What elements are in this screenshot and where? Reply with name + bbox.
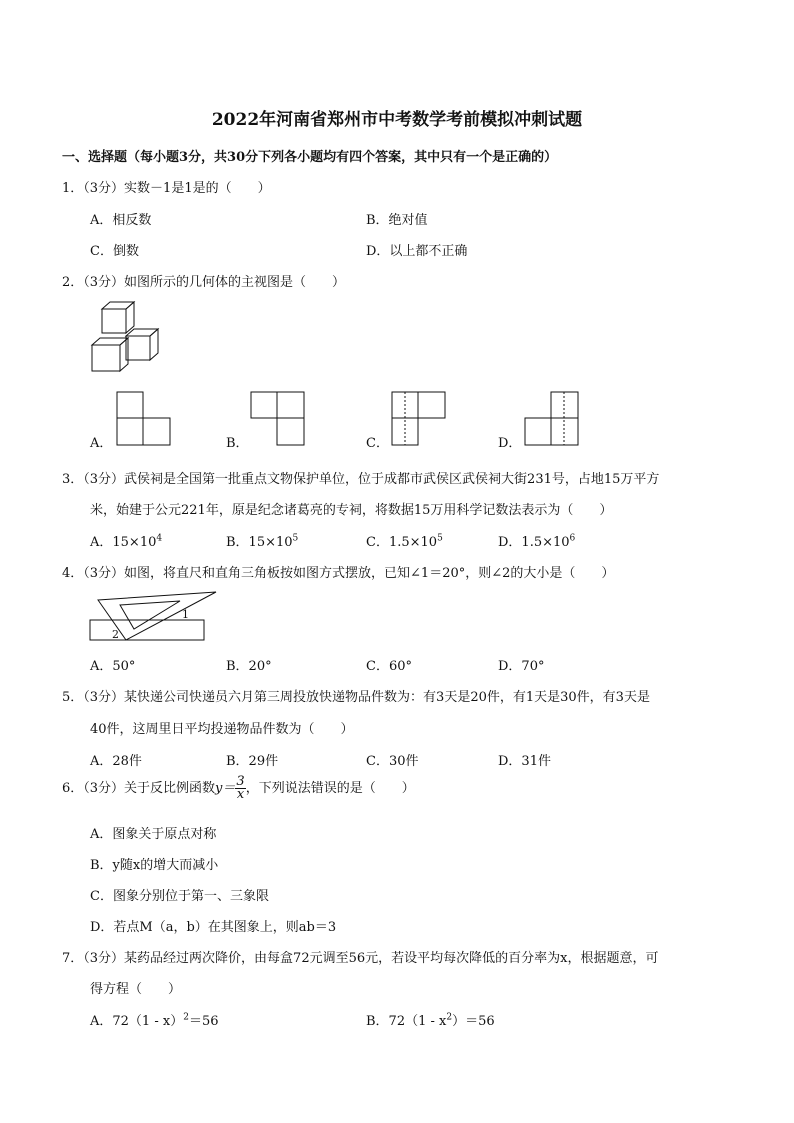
- question-1-option-a: A．相反数: [90, 213, 152, 228]
- question-1-option-c: C．倒数: [90, 244, 139, 259]
- triangle-inner: [120, 601, 180, 629]
- question-7-stem-line1: 7．（3分）某药品经过两次降价，由每盒72元调至56元，若设平均每次降低的百分率为x，根据题意，可: [62, 951, 659, 966]
- question-3-stem-line1: 3．（3分）武侯祠是全国第一批重点文物保护单位，位于成都市武侯区武侯祠大街231号，占地15万平方: [62, 472, 660, 487]
- question-4-option-d: D．70°: [498, 659, 545, 674]
- question-2-option-a: A．: [90, 436, 113, 451]
- question-5-option-a: A．28件: [90, 754, 142, 769]
- cubes-solid-figure: [88, 300, 168, 375]
- ruler-shape: [90, 620, 204, 640]
- question-3-stem-line2: 米，始建于公元221年，原是纪念诸葛亮的专祠，将数据15万用科学记数法表示为（ ）: [90, 503, 613, 518]
- option-d-figure: [524, 391, 580, 447]
- question-5-stem-line1: 5．（3分）某快递公司快递员六月第三周投放快递物品件数为：有3天是20件，有1天是30件，有3天是: [62, 690, 650, 705]
- fraction-3-over-x: $\frac{3}{x}$: [236, 774, 245, 802]
- question-2-option-c: C．: [366, 436, 389, 451]
- question-3-option-c: C．$1.5\times 10^5$: [366, 533, 443, 550]
- question-1-option-b: B．绝对值: [366, 213, 428, 228]
- question-7-option-b: B．$72(1 - x^2)=56$: [366, 1012, 495, 1029]
- question-7-option-a: A．72（1 - x）$^2$＝56: [90, 1012, 219, 1029]
- question-1-stem: 1．（3分）实数－1是1是的（ ）: [62, 181, 271, 196]
- question-5-option-d: D．31件: [498, 754, 551, 769]
- question-4-stem: 4．（3分）如图，将直尺和直角三角板按如图方式摆放，已知∠1＝20°，则∠2的大小是（ ）: [62, 566, 615, 581]
- option-a-figure: [116, 391, 172, 447]
- question-2-stem: 2．（3分）如图所示的几何体的主视图是（ ）: [62, 275, 346, 290]
- angle-2-label: 2: [112, 628, 119, 641]
- question-6-option-b: B．y随x的增大而减小: [90, 858, 219, 873]
- question-2-option-d: D．: [498, 436, 522, 451]
- question-4-option-c: C．60°: [366, 659, 412, 674]
- question-4-option-b: B．20°: [226, 659, 272, 674]
- question-3-option-b: B．$15\times 10^5$: [226, 533, 299, 550]
- ruler-triangle-figure: [88, 588, 218, 648]
- section-heading: 一、选择题（每小题3分，共30分下列各小题均有四个答案，其中只有一个是正确的）: [62, 150, 558, 165]
- question-3-option-d: D．$1.5\times 10^6$: [498, 533, 576, 550]
- angle-1-label: 1: [182, 608, 189, 621]
- question-5-option-c: C．30件: [366, 754, 419, 769]
- page-title: 2022年河南省郑州市中考数学考前模拟冲刺试题: [211, 110, 583, 130]
- question-4-option-a: A．50°: [90, 659, 136, 674]
- question-3-option-a: A．$15\times 10^4$: [90, 533, 163, 550]
- question-6-option-d: D．若点M（a，b）在其图象上，则ab＝3: [90, 920, 337, 935]
- question-6-stem: 6．（3分）关于反比例函数y＝ $\frac{3}{x}$ ，下列说法错误的是（ ）: [62, 774, 415, 802]
- question-5-stem-line2: 40件，这周里日平均投递物品件数为（ ）: [90, 722, 354, 737]
- question-6-option-c: C．图象分别位于第一、三象限: [90, 889, 269, 904]
- option-b-figure: [250, 391, 306, 447]
- question-6-option-a: A．图象关于原点对称: [90, 827, 217, 842]
- question-7-stem-line2: 得方程（ ）: [90, 982, 182, 997]
- question-1-option-d: D．以上都不正确: [366, 244, 468, 259]
- question-5-option-b: B．29件: [226, 754, 279, 769]
- option-c-figure: [391, 391, 447, 447]
- question-2-option-b: B．: [226, 436, 249, 451]
